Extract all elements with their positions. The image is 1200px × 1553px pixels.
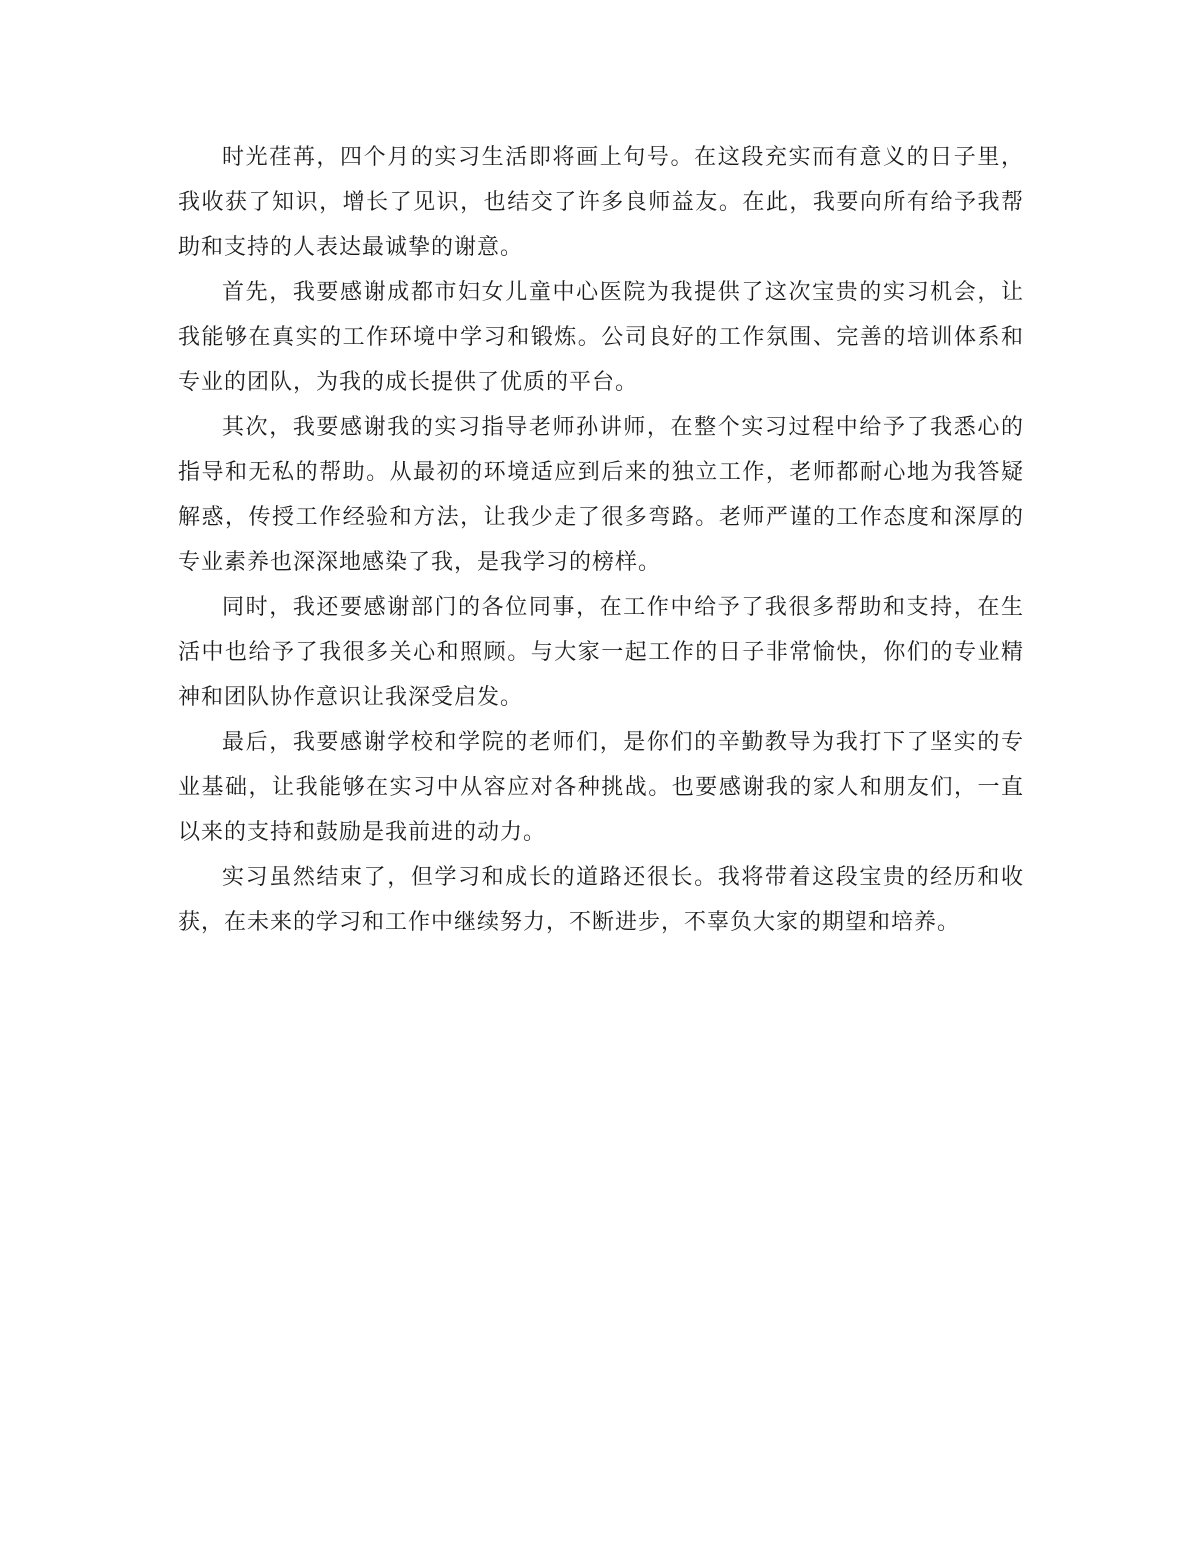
paragraph-thanks-hospital: 首先，我要感谢成都市妇女儿童中心医院为我提供了这次宝贵的实习机会，让我能够在真实的工作环境中学习和锻炼。公司良好的工作氛围、完善的培训体系和专业的团队，为我的成长提供了优质的平台。 xyxy=(178,280,1024,395)
document-body xyxy=(178,135,1024,945)
paragraph-thanks-school-family: 最后，我要感谢学校和学院的老师们，是你们的辛勤教导为我打下了坚实的专业基础，让我能够在实习中从容应对各种挑战。也要感谢我的家人和朋友们，一直以来的支持和鼓励是我前进的动力。 xyxy=(178,730,1024,845)
paragraph-closing: 实习虽然结束了，但学习和成长的道路还很长。我将带着这段宝贵的经历和收获，在未来的学习和工作中继续努力，不断进步，不辜负大家的期望和培养。 xyxy=(178,865,1024,935)
paragraph-opening: 时光荏苒，四个月的实习生活即将画上句号。在这段充实而有意义的日子里，我收获了知识，增长了见识，也结交了许多良师益友。在此，我要向所有给予我帮助和支持的人表达最诚挚的谢意。 xyxy=(178,145,1024,260)
paragraph-thanks-mentor: 其次，我要感谢我的实习指导老师孙讲师，在整个实习过程中给予了我悉心的指导和无私的帮助。从最初的环境适应到后来的独立工作，老师都耐心地为我答疑解惑，传授工作经验和方法，让我少走了很多弯路。老师严谨的工作态度和深厚的专业素养也深深地感染了我，是我学习的榜样。 xyxy=(178,415,1024,575)
paragraph-thanks-colleagues: 同时，我还要感谢部门的各位同事，在工作中给予了我很多帮助和支持，在生活中也给予了我很多关心和照顾。与大家一起工作的日子非常愉快，你们的专业精神和团队协作意识让我深受启发。 xyxy=(178,595,1024,710)
